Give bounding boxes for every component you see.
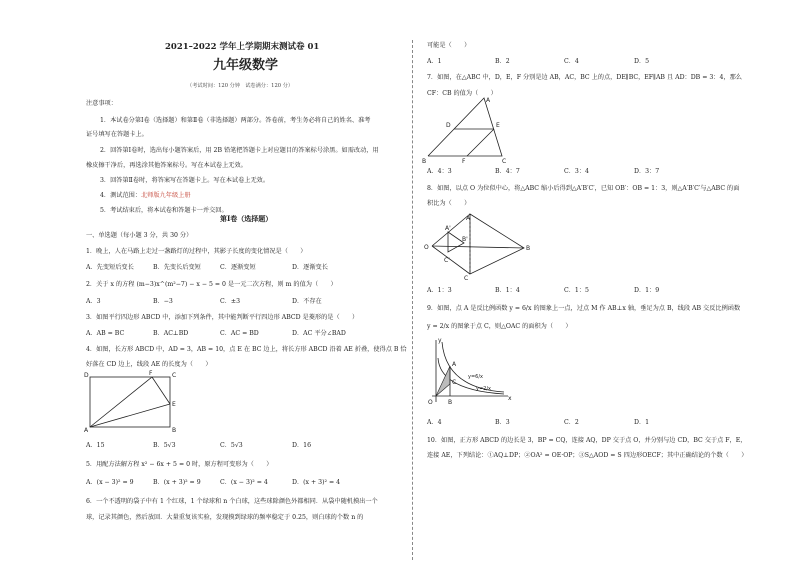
right-column [410, 0, 794, 562]
question-6-line3: 可能是（ ） [427, 42, 471, 49]
q8-label: A [466, 215, 471, 222]
q6-option-c: C．4 [564, 58, 579, 65]
q7-label: C [502, 158, 507, 164]
q7-label: B [422, 158, 427, 164]
q7-option-a: A．4：3 [427, 168, 452, 175]
q8-triangle-abc [470, 214, 524, 274]
q2-option-c: C．±3 [220, 298, 241, 305]
q9-figure [424, 336, 514, 408]
question-10-line2: 连接 AE，下列结论：①AQ⊥DP；②OA² = OE·OP；③S△AOD = S 四边形OECF；其中正确结论的个数（ ） [427, 452, 748, 459]
q8-option-c: C．1：5 [564, 287, 589, 294]
q7-label: A [486, 97, 491, 104]
q8-label: B' [462, 236, 468, 243]
q8-label: C [464, 275, 469, 280]
q4-option-d: D．16 [292, 442, 312, 449]
exam-title: 2021–2022 学年上学期期末测试卷 01 [165, 42, 320, 52]
q4-label: A [84, 427, 89, 432]
question-10-line1: 10．如图，正方形 ABCD 的边长是 3，BP = CQ，连接 AQ，DP 交于点 O，并分别与边 CD，BC 交于点 F，E， [427, 437, 747, 444]
q3-option-b: B．AC⊥BD [153, 330, 189, 337]
q5-option-a: A．(x − 3)² = 9 [86, 479, 134, 486]
grade-title: 九年级数学 [213, 58, 279, 73]
q8-label: A' [445, 225, 451, 232]
q7-option-b: B．4：7 [495, 168, 520, 175]
notes-heading: 注意事项： [86, 100, 117, 107]
q4-fold-line-ae [90, 404, 170, 427]
q1-option-b: B．先变长后变短 [153, 264, 201, 271]
q4-option-a: A．15 [86, 442, 105, 449]
question-2: 2．关于 x 的方程 (m−3)x^(m²−7) − x − 5 = 0 是一元二次方程，则 m 的值为（ ） [86, 281, 337, 288]
q9-label: y=2/x [476, 386, 491, 392]
q7-figure [422, 96, 512, 164]
q9-triangle-oac [436, 366, 450, 396]
q9-label: C [452, 379, 457, 386]
question-6-line1: 6．一个不透明的袋子中有 1 个红球，1 个绿球和 n 个白球，这些球除颜色外都相同．从袋中随机摸出一个 [86, 498, 378, 505]
q4-label: C [172, 372, 177, 379]
question-5: 5．用配方法解方程 x² − 6x + 5 = 0 时，原方程可变形为（ ） [86, 461, 273, 468]
question-1: 1．晚上，人在马路上走过一盏路灯的过程中，其影子长度的变化情况是（ ） [86, 248, 307, 255]
q8-label: B [526, 245, 531, 252]
part-title: 一、单选题（每小题 3 分，共 30 分） [86, 232, 193, 239]
test-scope-label: 4．测试范围： [100, 192, 142, 199]
q9-option-a: A．4 [427, 419, 442, 426]
q7-option-d: D．3：7 [634, 168, 660, 175]
volume-title: 第Ⅰ卷（选择题） [220, 214, 273, 223]
q8-label: C' [444, 257, 450, 264]
exam-info: （考试时间：120 分钟 试卷满分：120 分） [187, 83, 294, 89]
note-line: 3．回答第Ⅱ卷时，将答案写在答题卡上。写在本试卷上无效。 [100, 177, 270, 184]
q6-option-b: B．2 [495, 58, 510, 65]
q1-option-d: D．逐渐变长 [292, 264, 328, 271]
question-8-line2: 积比为（ ） [427, 200, 471, 207]
q7-label: F [462, 158, 466, 164]
note-line: 橡皮擦干净后，再选涂其他答案标号。写在本试卷上无效。 [86, 162, 247, 169]
q9-option-b: B．3 [495, 419, 510, 426]
q9-label: B [448, 399, 453, 406]
q9-label: y=6/x [468, 374, 483, 380]
q4-label: E [172, 401, 176, 408]
q9-label: O [428, 399, 433, 406]
q8-option-a: A．1：3 [427, 287, 452, 294]
q6-option-a: A．1 [427, 58, 442, 65]
q4-label: D [84, 372, 89, 379]
q8-option-b: B．1：4 [495, 287, 520, 294]
note-line: 1．本试卷分第Ⅰ卷（选择题）和第Ⅱ卷（非选择题）两部分。答卷前，考生务必将自己的姓名、准考 [100, 117, 371, 124]
q3-option-d: D．AC 平分∠BAD [292, 330, 346, 337]
q2-option-a: A．3 [86, 298, 101, 305]
question-7-line2: CF：CB 的值为（ ） [427, 90, 497, 97]
q2-option-b: B．−3 [153, 298, 173, 305]
q4-figure [84, 370, 184, 432]
q9-label: A [452, 361, 457, 368]
q1-option-c: C．逐渐变短 [220, 264, 256, 271]
q8-label: O [424, 244, 429, 251]
question-3: 3．如图平行四边形 ABCD 中，添加下列条件，其中能判断平行四边形 ABCD 是菱形的是（ ） [86, 314, 359, 321]
q4-label: F [149, 370, 153, 377]
q4-label: B [172, 427, 177, 432]
q6-option-d: D．5 [634, 58, 650, 65]
q8-option-d: D．1：9 [634, 287, 660, 294]
q4-option-c: C．5√3 [220, 442, 243, 449]
question-7-line1: 7．如图，在△ABC 中，D，E，F 分别是边 AB，AC，BC 上的点，DE∥BC，EF∥AB 且 AD：DB = 3：4，那么 [427, 74, 742, 81]
q8-ray-ob [432, 246, 524, 248]
q7-triangle [428, 98, 502, 156]
q1-option-a: A．先变短后变长 [86, 264, 134, 271]
note-line: 2．回答第Ⅰ卷时，选出每小题答案后，用 2B 铅笔把答题卡上对应题目的答案标号涂黑。如需改动，用 [100, 147, 379, 154]
q9-label: x [508, 395, 512, 402]
q7-label: E [496, 122, 500, 129]
question-9-line1: 9．如图，点 A 是反比例函数 y = 6/x 的图象上一点，过点 M 作 AB⊥x 轴，垂足为点 B，线段 AB 交反比例函数 [427, 305, 741, 312]
q9-label: y [438, 337, 442, 344]
q4-rectangle [90, 377, 170, 427]
note-line: 5．考试结束后，将本试卷和答题卡一并交回。 [100, 207, 228, 214]
note-line: 证号填写在答题卡上。 [86, 131, 148, 138]
q9-option-d: D．1 [634, 419, 650, 426]
test-scope-value: 北师版九年级上册 [141, 192, 191, 199]
question-9-line2: y = 2/x 的图象于点 C，则△OAC 的面积为（ ） [427, 323, 572, 330]
q5-option-d: D．(x + 3)² = 4 [292, 479, 341, 486]
q4-option-b: B．5√3 [153, 442, 176, 449]
q7-option-c: C．3：4 [564, 168, 589, 175]
q3-option-c: C．AC = BD [220, 330, 259, 337]
q5-option-b: B．(x + 3)² = 9 [153, 479, 201, 486]
q7-segment-ef [467, 129, 494, 156]
q3-option-a: A．AB = BC [86, 330, 125, 337]
q7-label: D [446, 122, 451, 129]
q8-figure [424, 210, 534, 280]
q9-option-c: C．2 [564, 419, 579, 426]
q4-fold-line-fe [152, 377, 170, 404]
q2-option-d: D．不存在 [292, 298, 322, 305]
question-6-line2: 球，记录其颜色，然后放回．大量重复该实验，发现摸到绿球的频率稳定于 0.25，则白球的个数 n 的 [86, 514, 364, 521]
question-8-line1: 8．如图，以点 O 为位似中心，将△ABC 缩小后得到△A′B′C′，已知 OB′：OB = 1：3，则△A′B′C′与△ABC 的面 [427, 185, 740, 192]
q4-fold-line-af [90, 377, 152, 427]
test-scope [100, 192, 191, 199]
question-4-line2: 好落在 CD 边上，线段 AE 的长度为（ ） [86, 361, 212, 368]
q5-option-c: C．(x − 3)² = 4 [220, 479, 268, 486]
question-4-line1: 4．如图，长方形 ABCD 中，AD = 3，AB = 10，点 E 在 BC 边上，将长方形 ABCD 沿着 AE 折叠，使得点 B 恰 [86, 346, 407, 353]
